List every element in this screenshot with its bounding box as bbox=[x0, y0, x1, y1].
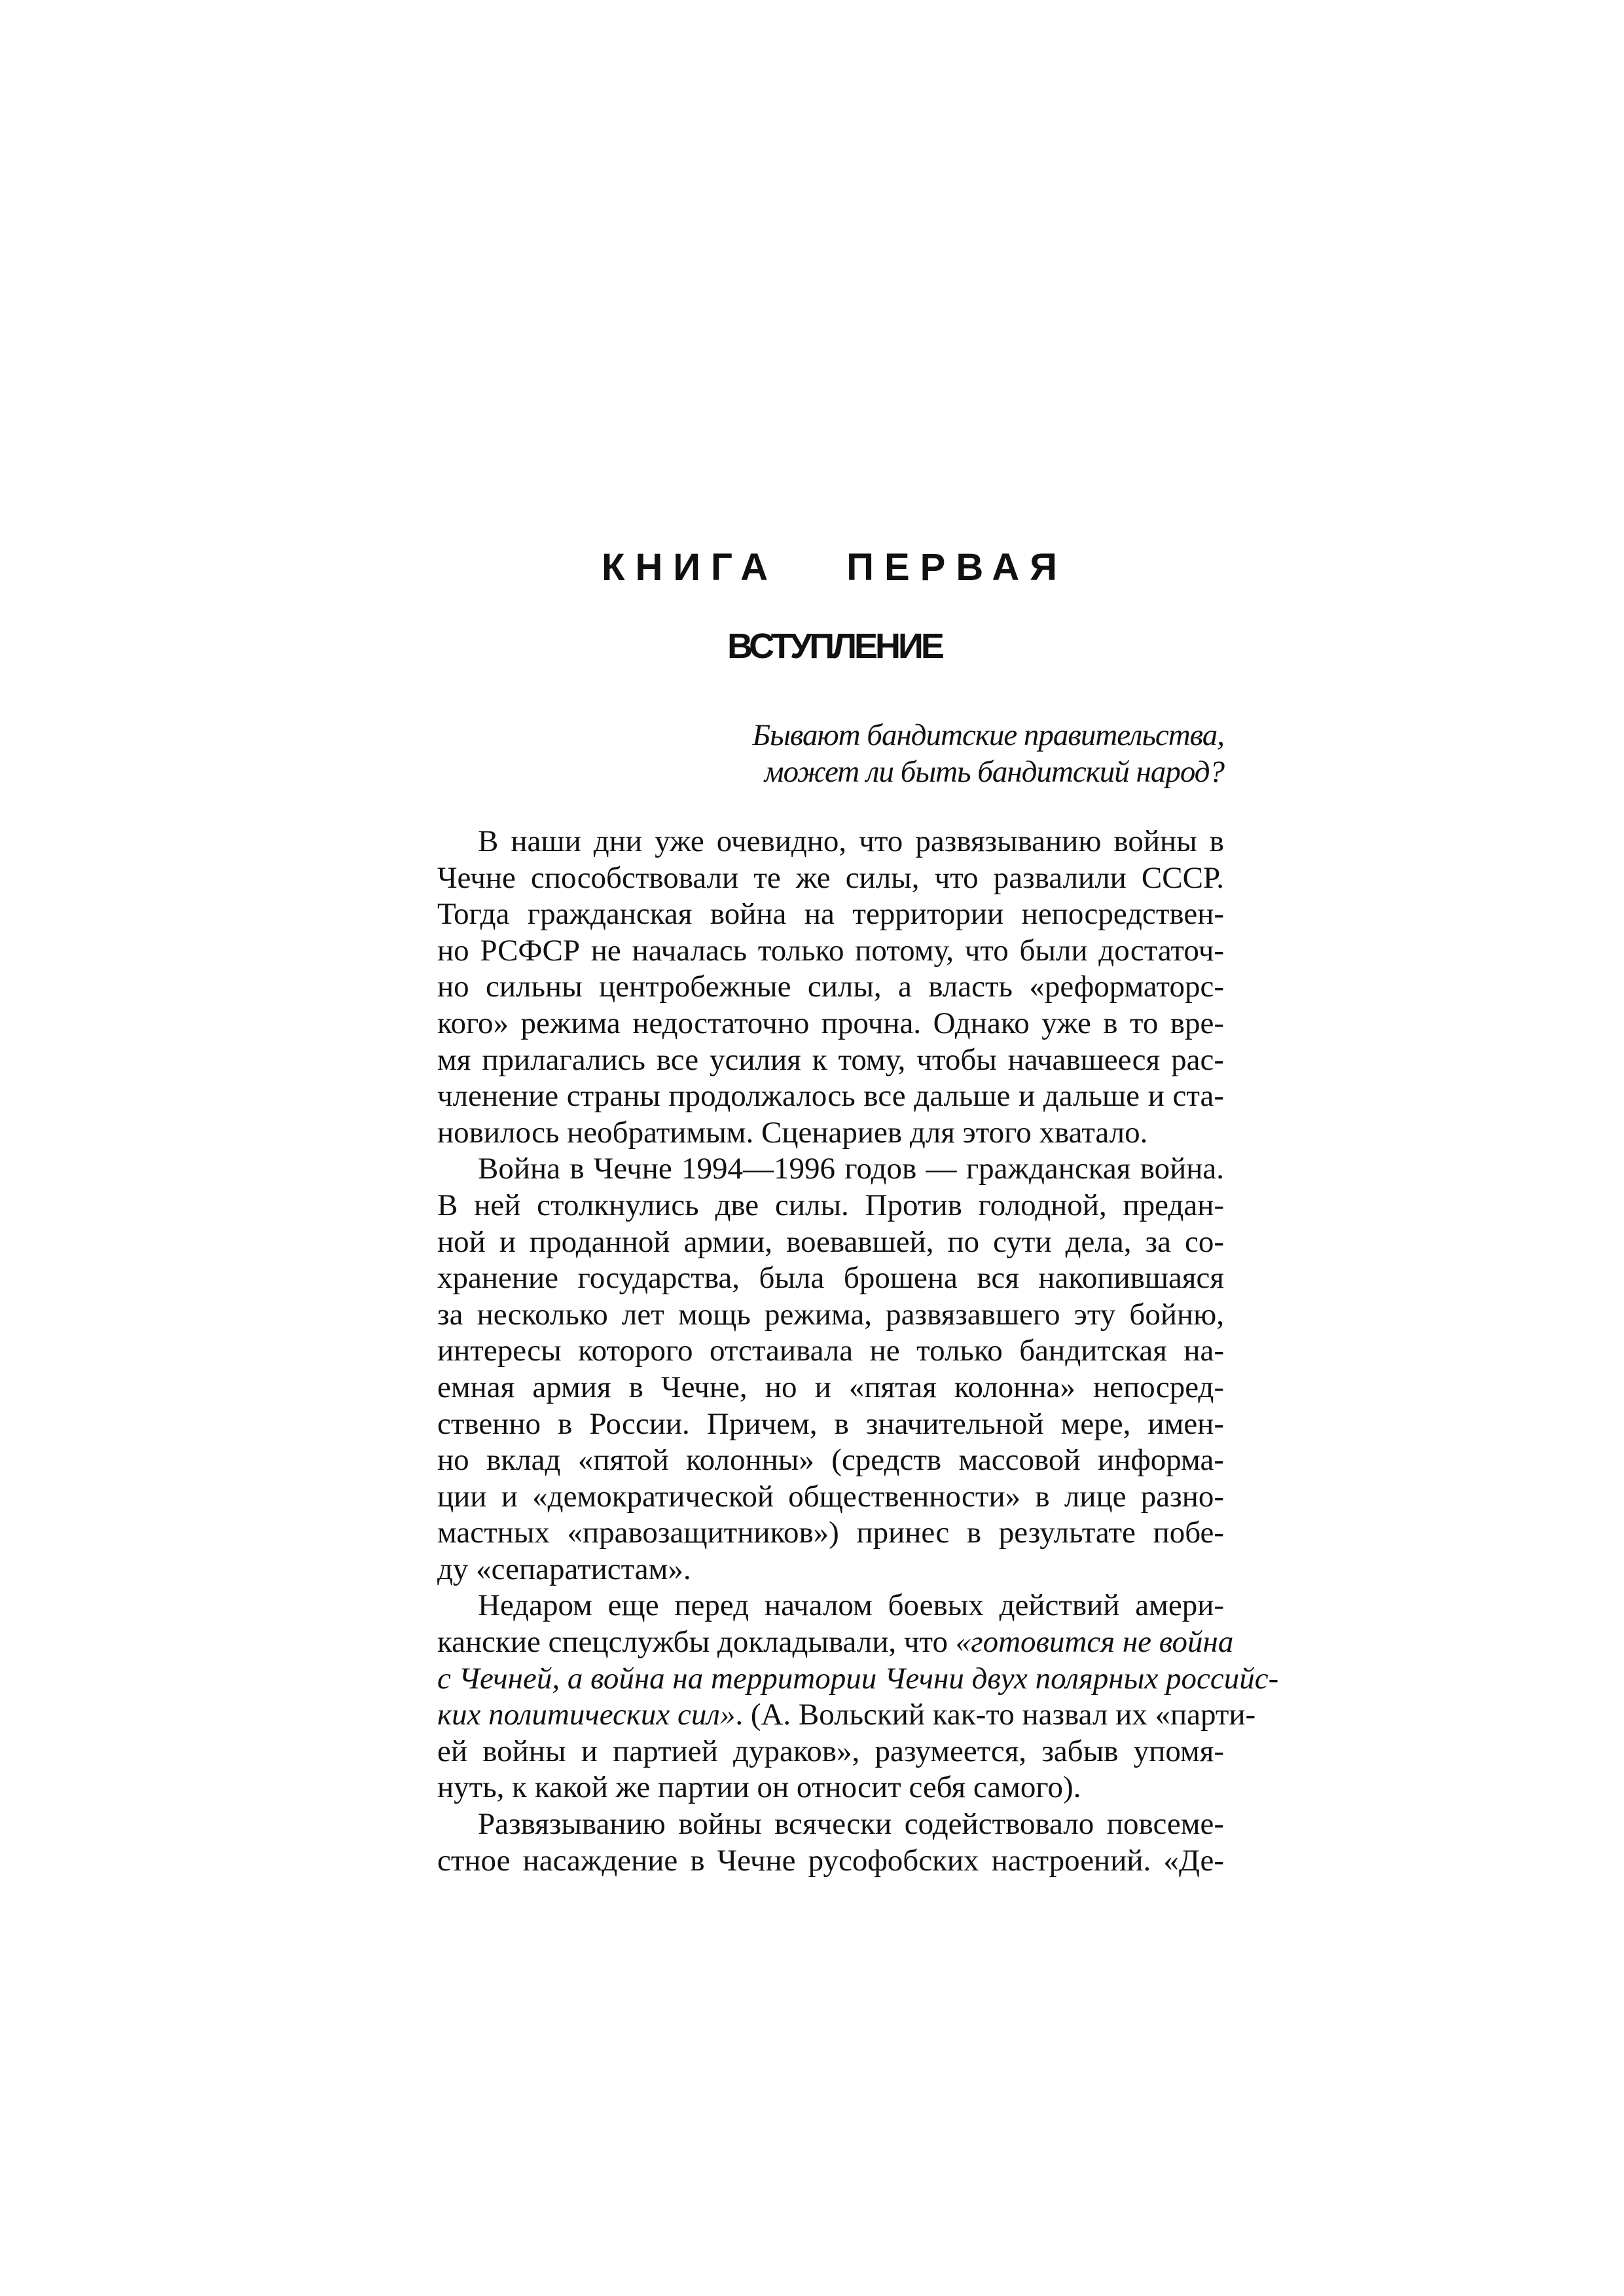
text-line: нуть, к какой же партии он относит себя самого). bbox=[437, 1770, 1081, 1805]
text-line: хранение государства, была брошена вся накопившаяся bbox=[437, 1261, 1224, 1296]
body-text bbox=[437, 824, 1279, 1879]
text-line: но сильны центробежные силы, а власть «реформаторс- bbox=[437, 970, 1224, 1004]
text-segment: . (А. Вольский как-то назвал их «парти- bbox=[735, 1698, 1256, 1732]
text-line: ей войны и партией дураков», разумеется, забыв упомя- bbox=[437, 1734, 1224, 1768]
text-line: ду «сепаратистам». bbox=[437, 1552, 691, 1586]
text-line bbox=[437, 1624, 1234, 1661]
quote-segment: «готовится не война bbox=[955, 1625, 1234, 1660]
text-line: Тогда гражданская война на территории непосредствен- bbox=[437, 897, 1224, 932]
text-line: но РСФСР не началась только потому, что были достаточ- bbox=[437, 933, 1224, 968]
quote-segment: ких политических сил» bbox=[437, 1698, 736, 1732]
text-line: емная армия в Чечне, но и «пятая колонна» непосред- bbox=[437, 1370, 1224, 1404]
text-line: В ней столкнулись две силы. Против голодной, предан- bbox=[437, 1188, 1224, 1222]
text-segment: канские спецслужбы докладывали, что bbox=[437, 1625, 956, 1660]
text-line: ственно в России. Причем, в значительной мере, имен- bbox=[437, 1406, 1224, 1441]
epigraph-line: может ли быть бандитский народ? bbox=[764, 755, 1224, 789]
book-title: КНИГА ПЕРВАЯ bbox=[602, 546, 1068, 589]
quote-line: с Чечней, а война на территории Чечни двух полярных российс- bbox=[437, 1661, 1279, 1696]
text-line: мастных «правозащитников») принес в результате побе- bbox=[437, 1516, 1224, 1550]
text-line: кого» режима недостаточно прочна. Однако уже в то вре- bbox=[437, 1006, 1224, 1040]
text-line: Развязыванию войны всячески содействовало повсеме- bbox=[478, 1807, 1224, 1842]
text-line: ной и проданной армии, воевавшей, по сути дела, за со- bbox=[437, 1224, 1224, 1259]
text-line: членение страны продолжалось все дальше и дальше и ста- bbox=[437, 1079, 1224, 1114]
text-line: мя прилагались все усилия к тому, чтобы начавшееся рас- bbox=[437, 1042, 1224, 1077]
text-line bbox=[437, 1697, 1256, 1734]
text-line: Война в Чечне 1994—1996 годов — гражданская война. bbox=[478, 1152, 1224, 1186]
text-line: но вклад «пятой колонны» (средств массовой информа- bbox=[437, 1443, 1224, 1478]
text-line: Недаром еще перед началом боевых действий амери- bbox=[478, 1588, 1224, 1623]
chapter-title: ВСТУПЛЕНИЕ bbox=[727, 627, 942, 666]
text-line: интересы которого отстаивала не только бандитская на- bbox=[437, 1334, 1224, 1368]
text-line: ции и «демократической общественности» в лице разно- bbox=[437, 1479, 1224, 1514]
epigraph-line: Бывают бандитские правительства, bbox=[752, 718, 1224, 752]
epigraph bbox=[589, 717, 1224, 790]
text-line: новилось необратимым. Сценариев для этого хватало. bbox=[437, 1115, 1148, 1150]
text-line: Чечне способствовали те же силы, что развалили СССР. bbox=[437, 860, 1224, 895]
text-line: за несколько лет мощь режима, развязавшего эту бойню, bbox=[437, 1297, 1224, 1332]
text-line: В наши дни уже очевидно, что развязыванию войны в bbox=[478, 824, 1224, 858]
text-line: стное насаждение в Чечне русофобских настроений. «Де- bbox=[437, 1843, 1224, 1878]
